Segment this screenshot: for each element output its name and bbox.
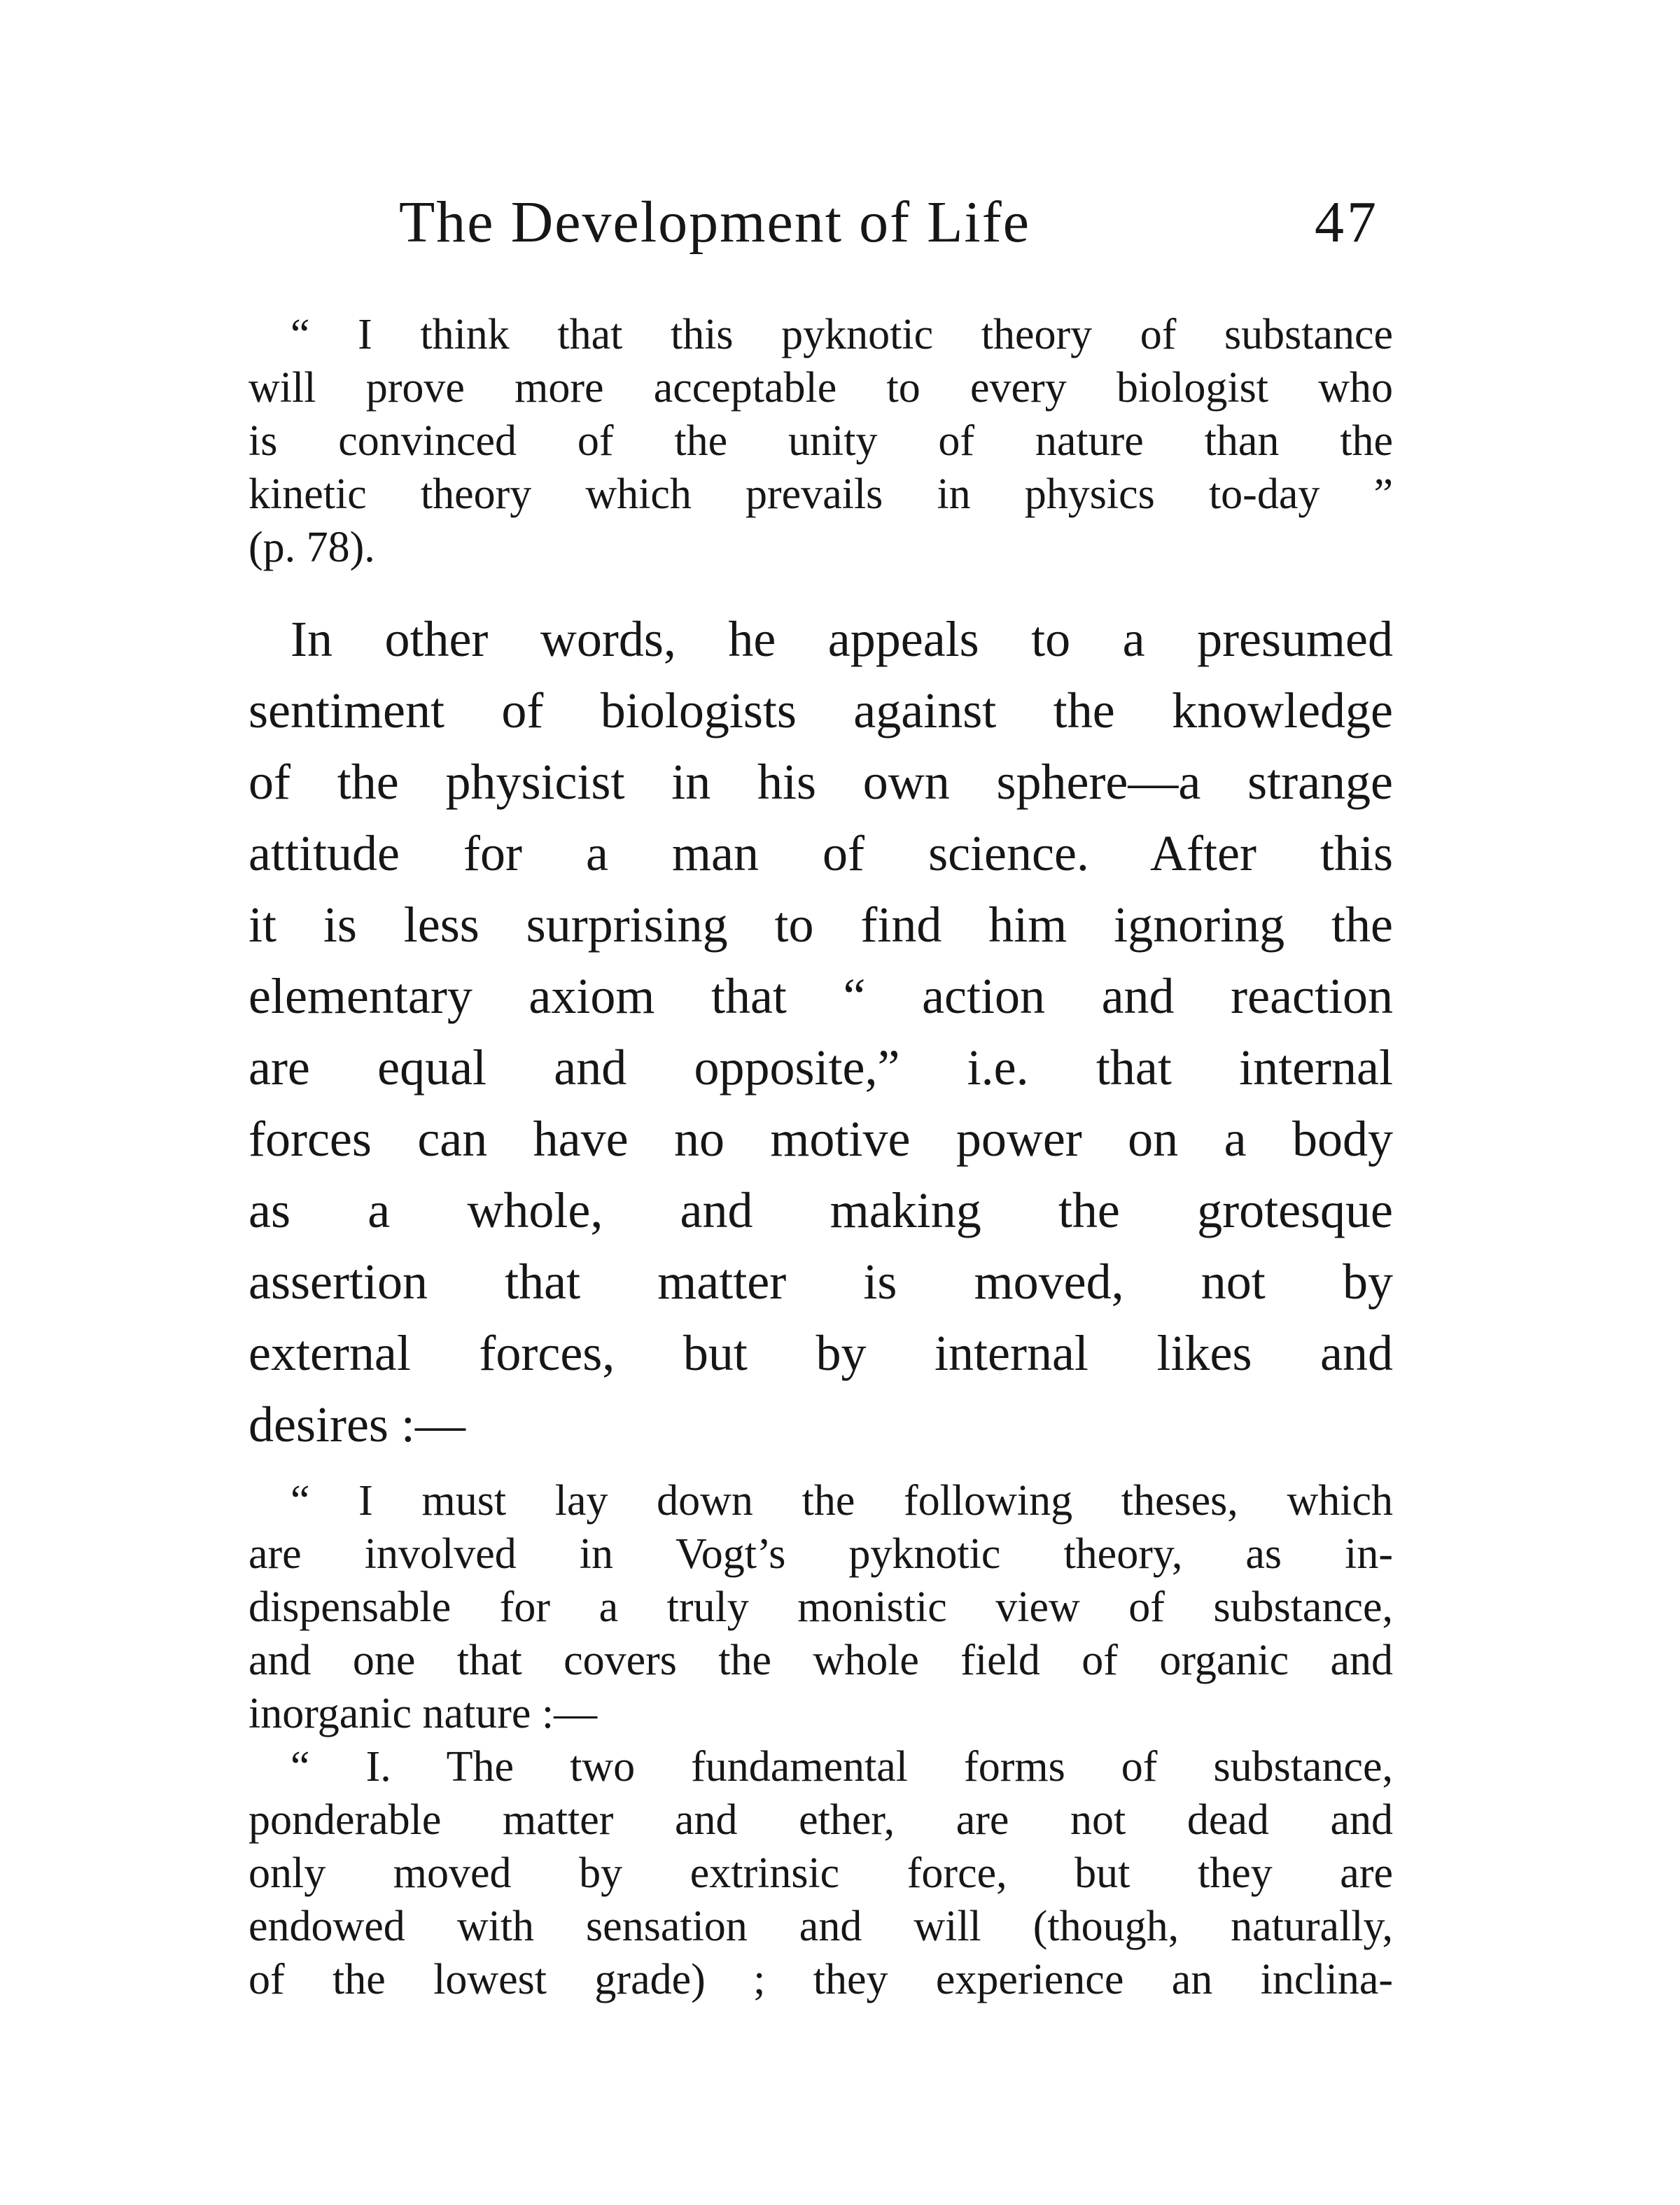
- quote-line: “ I. The two fundamental forms of substance,: [290, 1743, 1393, 1791]
- body-line: In other words, he appeals to a presumed: [290, 611, 1393, 667]
- quote-line: “ I must lay down the following theses, which: [290, 1477, 1393, 1525]
- quote-line: ponderable matter and ether, are not dead and: [248, 1796, 1393, 1844]
- quote-line: dispensable for a truly monistic view of substance,: [248, 1583, 1393, 1631]
- quote-line: “ I think that this pyknotic theory of substance: [290, 311, 1393, 358]
- body-line: of the physicist in his own sphere—a strange: [248, 754, 1393, 810]
- body-line: desires :—: [248, 1396, 465, 1452]
- body-line: it is less surprising to find him ignoring the: [248, 897, 1393, 953]
- body-line: are equal and opposite,” i.e. that internal: [248, 1040, 1393, 1096]
- body-line: external forces, but by internal likes and: [248, 1325, 1393, 1381]
- quote-line: are involved in Vogt’s pyknotic theory, as in-: [248, 1530, 1393, 1578]
- block-quote-1: [248, 308, 1393, 574]
- body-line: elementary axiom that “ action and reaction: [248, 968, 1393, 1024]
- quote-line: and one that covers the whole field of organic and: [248, 1637, 1393, 1684]
- body-line: attitude for a man of science. After this: [248, 825, 1393, 881]
- body-line: as a whole, and making the grotesque: [248, 1182, 1393, 1238]
- quote-line: inorganic nature :—: [248, 1690, 598, 1737]
- page-header: [399, 181, 1379, 279]
- body-line: sentiment of biologists against the knowledge: [248, 682, 1393, 738]
- quote-line: of the lowest grade) ; they experience an inclina-: [248, 1956, 1393, 2003]
- body-line: forces can have no motive power on a body: [248, 1111, 1393, 1167]
- quote-line: (p. 78).: [248, 524, 375, 571]
- body-paragraph: [248, 603, 1393, 1460]
- quote-line: is convinced of the unity of nature than the: [248, 417, 1393, 465]
- running-head: The Development of Life: [399, 190, 1030, 255]
- quote-line: endowed with sensation and will (though, naturally,: [248, 1903, 1393, 1950]
- quote-line: will prove more acceptable to every biologist who: [248, 364, 1393, 412]
- quote-line: kinetic theory which prevails in physics to-day ”: [248, 470, 1393, 518]
- quote-line: only moved by extrinsic force, but they are: [248, 1849, 1393, 1897]
- body-line: assertion that matter is moved, not by: [248, 1254, 1393, 1310]
- page-number: 47: [1315, 190, 1379, 255]
- block-quote-2: [248, 1474, 1393, 2006]
